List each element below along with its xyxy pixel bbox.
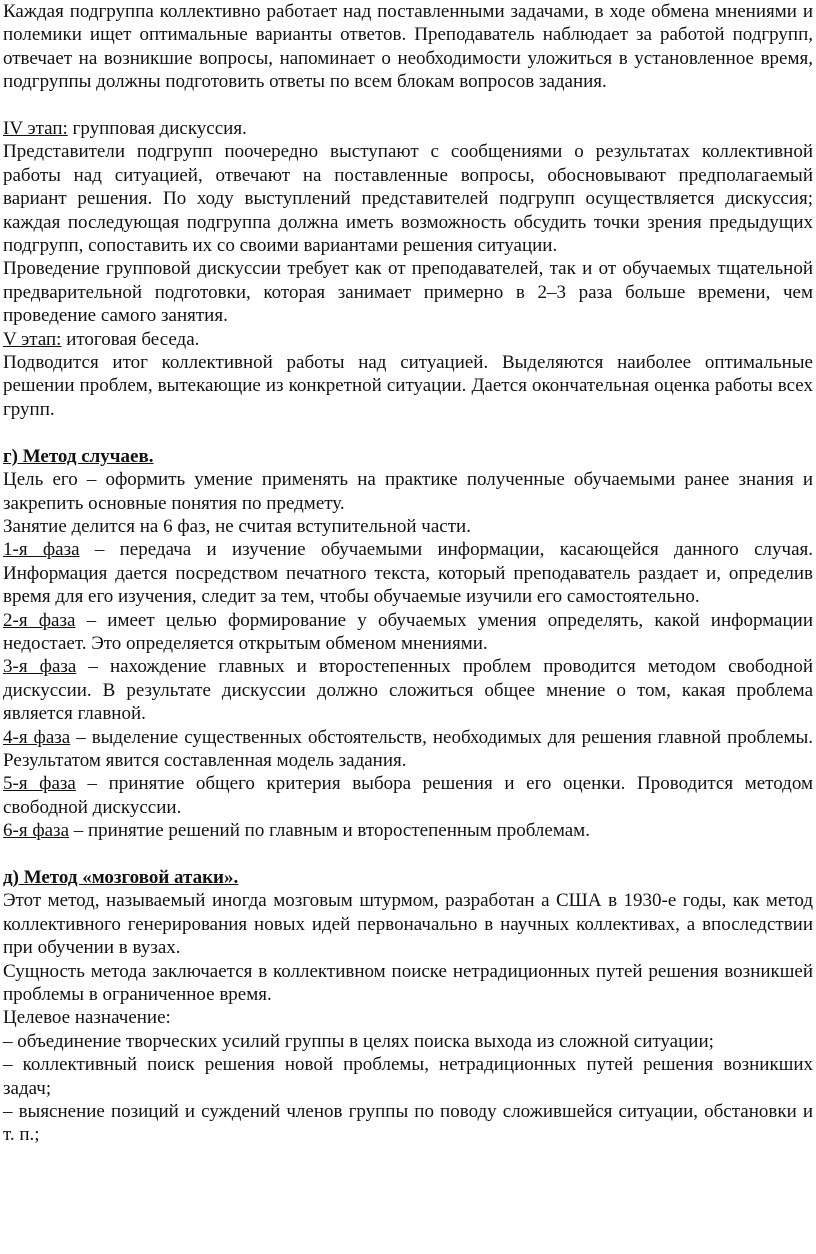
paragraph-brainstorm-essence: Сущность метода заключается в коллективном поиске нетрадиционных путей решения возникшей проблемы в ограниченное время.: [3, 960, 813, 1006]
phase-3-text: – нахождение главных и второстепенных проблем проводится методом свободной дискуссии. В результате дискуссии должно сложиться общее мнение о том, какая проблема является главной.: [3, 656, 814, 725]
phase-1-label: 1-я фаза: [3, 539, 80, 561]
phase-6: [3, 819, 813, 842]
heading-brainstorm-method: д) Метод «мозговой атаки».: [3, 866, 239, 888]
paragraph-phases-intro: Занятие делится на 6 фаз, не считая вступительной части.: [3, 515, 471, 537]
paragraph-case-goal: Цель его – оформить умение применять на практике полученные обучаемыми ранее знания и закрепить основные понятия по предмету.: [3, 469, 813, 514]
phase-5-label: 5-я фаза: [3, 773, 76, 795]
phase-6-label: 6-я фаза: [3, 820, 69, 842]
phase-5-text: – принятие общего критерия выбора решения и его оценки. Проводится методом свободной дискуссии.: [3, 773, 813, 818]
paragraph-representatives: Представители подгрупп поочередно выступают с сообщениями о результатах коллективной работы над ситуацией, отвечают на поставленные вопросы, обосновывают предполагаемый вариант решения. По ходу выступлений представителей подгрупп осуществляется дискуссия; каждая последующая подгруппа должна иметь возможность обсудить точки зрения предыдущих подгрупп, сопоставить их со своими вариантами решения ситуации.: [3, 141, 813, 257]
purpose-label: Целевое назначение:: [3, 1007, 171, 1029]
stage-5-text: итоговая беседа.: [61, 328, 200, 350]
paragraph-discussion-prep: Проведение групповой дискуссии требует как от преподавателей, так и от обучаемых тщательной предварительной подготовки, которая занимает примерно в 2–3 раза больше времени, чем проведение самого занятия.: [3, 258, 813, 327]
phase-1-text: – передача и изучение обучаемыми информации, касающейся данного случая. Информация дается посредством печатного текста, который преподаватель раздает и, определив время для его изучения, следит за тем, чтобы обучаемые изучили его самостоятельно.: [3, 539, 813, 608]
purpose-item-3: – выяснение позиций и суждений членов группы по поводу сложившейся ситуации, обстановки и т. п.;: [3, 1101, 813, 1146]
phase-2: [3, 609, 813, 656]
blank-line: [3, 421, 813, 444]
phase-2-text: – имеет целью формирование у обучаемых умения определять, какой информации недостает. Это определяется открытым обменом мнениями.: [3, 609, 813, 654]
phase-6-text: – принятие решений по главным и второстепенным проблемам.: [69, 820, 590, 842]
stage-4-text: групповая дискуссия.: [67, 118, 247, 140]
stage-5-line: [3, 328, 813, 351]
stage-4-line: [3, 117, 813, 140]
phase-2-label: 2-я фаза: [3, 609, 76, 631]
paragraph-subgroup-work: Каждая подгруппа коллективно работает над поставленными задачами, в ходе обмена мнениями и полемики ищет оптимальные варианты ответов. Преподаватель наблюдает за работой подгрупп, отвечает на возникшие вопросы, напоминает о необходимости уложиться в установленное время, подгруппы должны подготовить ответы по всем блокам вопросов задания.: [3, 1, 813, 93]
paragraph-brainstorm-origin: Этот метод, называемый иногда мозговым штурмом, разработан а США в 1930-е годы, как метод коллективного генерирования новых идей первоначально в научных коллективах, а впоследствии при обучении в вузах.: [3, 890, 813, 959]
phase-1: [3, 538, 813, 608]
stage-5-label: V этап:: [3, 328, 62, 350]
stage-4-label: IV этап:: [3, 118, 68, 140]
blank-line: [3, 94, 813, 117]
purpose-item-1: – объединение творческих усилий группы в целях поиска выхода из сложной ситуации;: [3, 1030, 714, 1052]
phase-4-label: 4-я фаза: [3, 726, 71, 748]
heading-case-method: г) Метод случаев.: [3, 445, 154, 467]
paragraph-summary: Подводится итог коллективной работы над ситуацией. Выделяются наиболее оптимальные решении проблем, вытекающие из конкретной ситуации. Дается окончательная оценка работы всех групп.: [3, 352, 813, 420]
phase-4: [3, 726, 813, 773]
phase-3-label: 3-я фаза: [3, 656, 77, 678]
purpose-item-2: – коллективный поиск решения новой проблемы, нетрадиционных путей решения возникших задач;: [3, 1054, 813, 1099]
phase-3: [3, 655, 813, 725]
phase-5: [3, 772, 813, 819]
blank-line: [3, 843, 813, 866]
phase-4-text: – выделение существенных обстоятельств, необходимых для решения главной проблемы. Результатом явится составленная модель задания.: [3, 726, 814, 771]
